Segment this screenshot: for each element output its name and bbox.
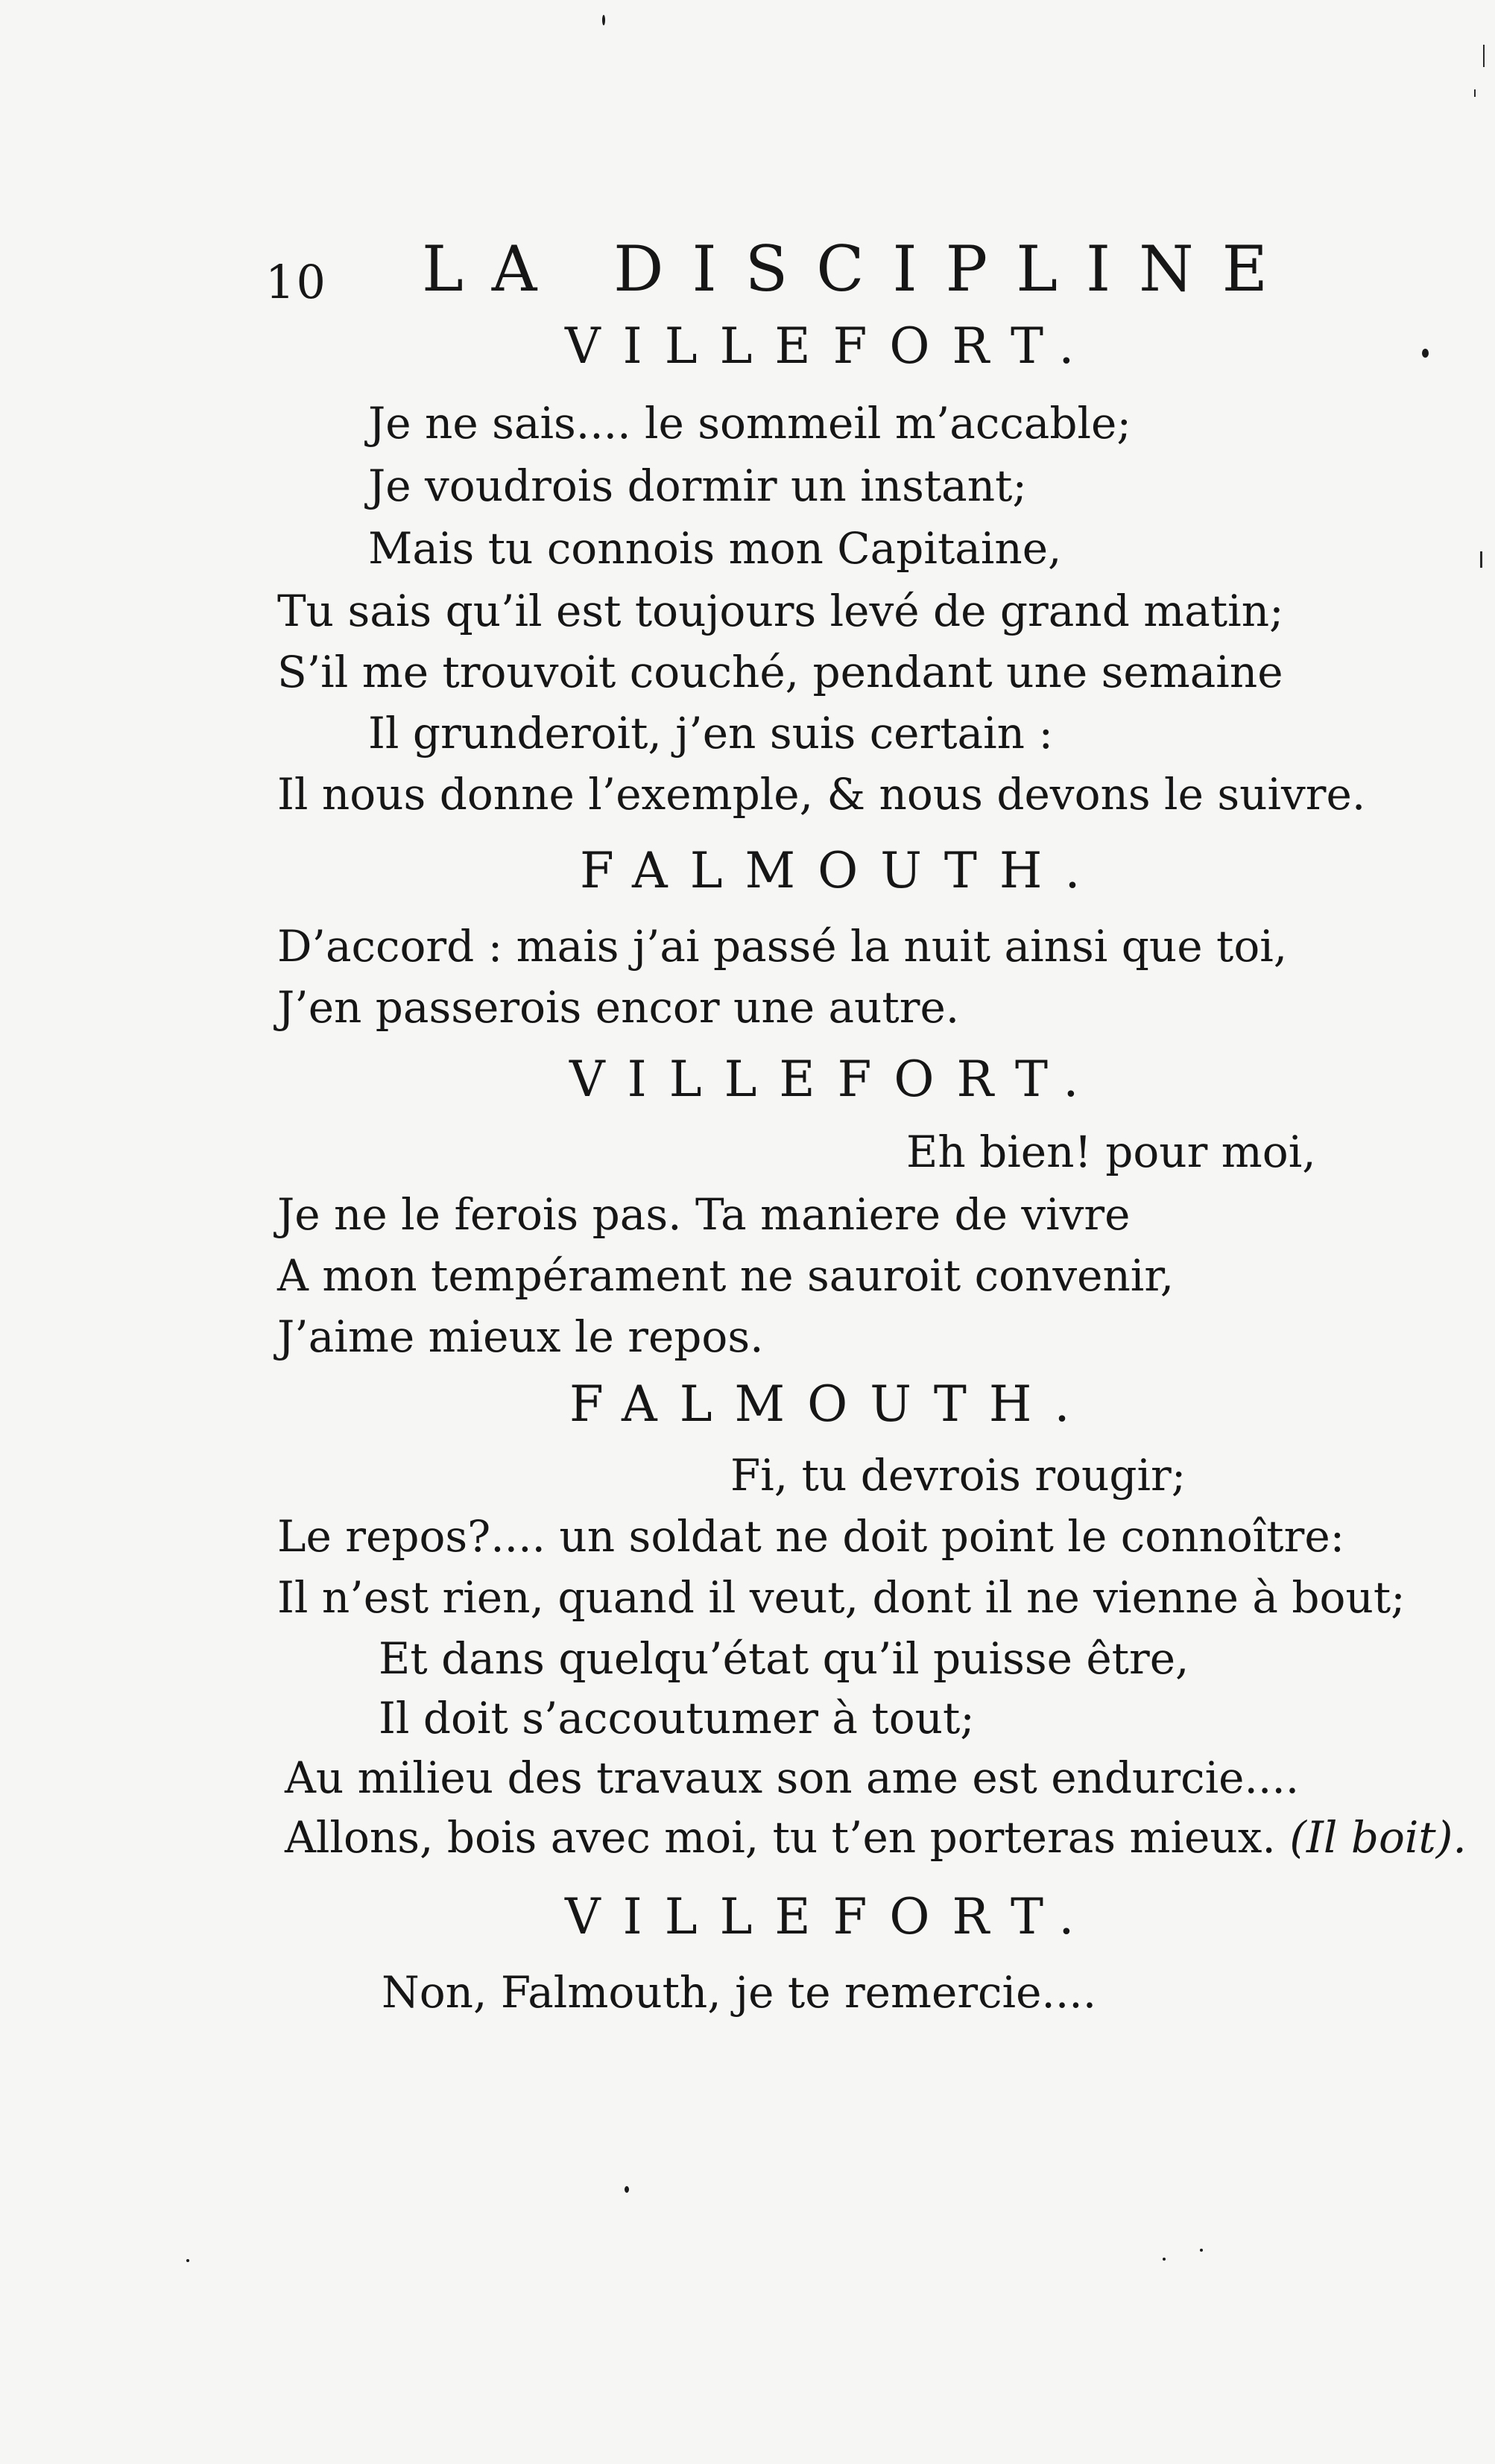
verse-line: Fi, tu devrois rougir;	[730, 1450, 1186, 1501]
verse-line	[285, 1812, 1467, 1863]
verse-line: Eh bien! pour moi,	[906, 1127, 1316, 1177]
ink-speck	[1422, 349, 1429, 358]
ink-speck	[602, 15, 605, 25]
edge-mark	[1483, 45, 1485, 67]
ink-speck	[625, 2186, 629, 2193]
verse-line: Je voudrois dormir un instant;	[368, 460, 1027, 511]
verse-line: Tu sais qu’il est toujours levé de grand matin;	[277, 586, 1284, 636]
speaker-name: VILLEFORT.	[569, 1051, 1102, 1108]
stage-direction: (Il boit).	[1289, 1812, 1467, 1863]
verse-line: J’en passerois encor une autre.	[277, 982, 960, 1033]
edge-mark	[1480, 551, 1482, 568]
verse-line: Il nous donne l’exemple, & nous devons le suivre.	[277, 769, 1366, 820]
ink-speck	[186, 2259, 189, 2262]
speaker-name: VILLEFORT.	[565, 1888, 1097, 1945]
ink-speck	[1163, 2258, 1166, 2261]
verse-line: J’aime mieux le repos.	[277, 1311, 764, 1362]
verse-line: Il doit s’accoutumer à tout;	[379, 1693, 975, 1744]
page-number: 10	[265, 255, 327, 309]
verse-line: Il n’est rien, quand il veut, dont il ne vienne à bout;	[277, 1572, 1406, 1623]
running-title: LA DISCIPLINE	[422, 232, 1296, 305]
speaker-name: VILLEFORT.	[565, 317, 1097, 375]
verse-line: Le repos?.... un soldat ne doit point le connoître:	[277, 1511, 1345, 1562]
verse-line: S’il me trouvoit couché, pendant une semaine	[277, 647, 1283, 697]
edge-mark	[1474, 89, 1476, 97]
verse-text: Allons, bois avec moi, tu t’en porteras mieux.	[285, 1812, 1276, 1863]
verse-line: Au milieu des travaux son ame est endurcie....	[285, 1752, 1300, 1803]
verse-line: Je ne sais.... le sommeil m’accable;	[368, 398, 1131, 449]
verse-line: Je ne le ferois pas. Ta maniere de vivre	[277, 1189, 1131, 1240]
verse-line: Il grunderoit, j’en suis certain :	[368, 708, 1053, 758]
ink-speck	[1200, 2249, 1203, 2252]
verse-line: Mais tu connois mon Capitaine,	[368, 523, 1062, 574]
verse-line: A mon tempérament ne sauroit convenir,	[277, 1250, 1175, 1301]
speaker-name: FALMOUTH.	[580, 842, 1103, 899]
page-header	[265, 232, 1296, 314]
verse-line: D’accord : mais j’ai passé la nuit ainsi que toi,	[277, 921, 1288, 972]
speaker-name: FALMOUTH.	[569, 1375, 1093, 1433]
verse-line: Et dans quelqu’état qu’il puisse être,	[379, 1633, 1189, 1684]
verse-line: Non, Falmouth, je te remercie....	[382, 1967, 1097, 2018]
